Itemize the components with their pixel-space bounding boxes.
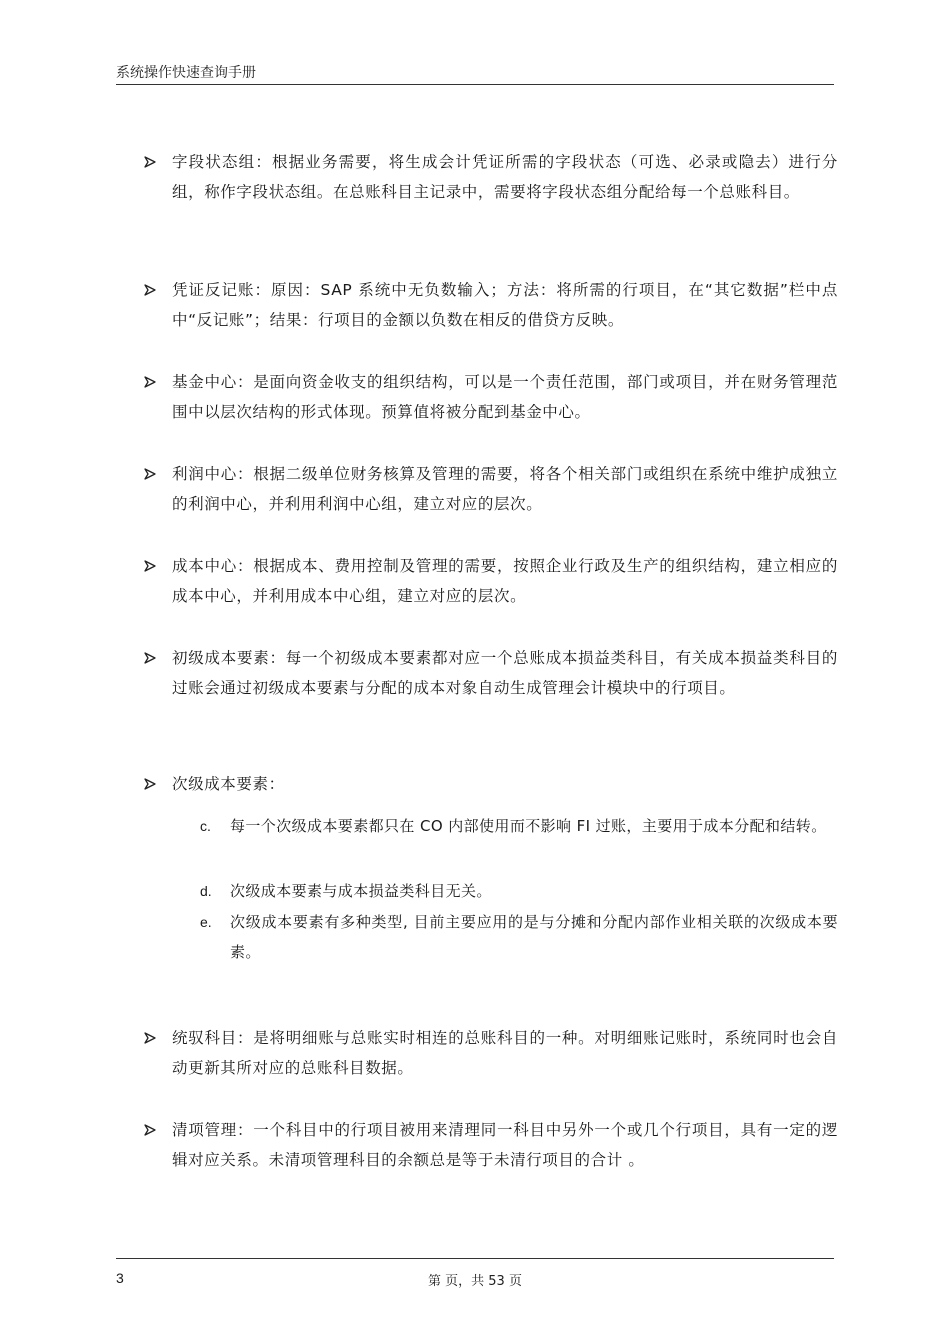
arrow-bullet-icon: [144, 367, 162, 397]
sub-list-marker: d.: [200, 883, 212, 899]
sub-list-text: 次级成本要素有多种类型, 目前主要应用的是与分摊和分配内部作业相关联的次级成本要素。: [230, 913, 838, 961]
arrow-bullet-icon: [144, 643, 162, 673]
arrow-bullet-icon: [144, 551, 162, 581]
sub-list-text: 每一个次级成本要素都只在 CO 内部使用而不影响 FI 过账，主要用于成本分配和结转。: [230, 817, 827, 835]
page-header: [116, 60, 834, 85]
sub-list-marker: e.: [200, 914, 212, 930]
page-info: 第 页，共 53 页: [428, 1274, 522, 1289]
header-title: 系统操作快速查询手册: [116, 65, 256, 81]
list-item-text: 基金中心：是面向资金收支的组织结构，可以是一个责任范围，部门或项目，并在财务管理范围中以层次结构的形式体现。预算值将被分配到基金中心。: [172, 373, 838, 421]
arrow-bullet-icon: [144, 769, 162, 799]
arrow-bullet-icon: [144, 459, 162, 489]
sub-list-marker: c.: [200, 818, 211, 834]
list-item-text: 凭证反记账：原因：SAP 系统中无负数输入；方法：将所需的行项目，在“其它数据”栏中点中“反记账”；结果：行项目的金额以负数在相反的借贷方反映。: [172, 281, 838, 329]
arrow-bullet-icon: [144, 147, 162, 177]
sub-list-text: 次级成本要素与成本损益类科目无关。: [230, 882, 492, 900]
arrow-bullet-icon: [144, 1023, 162, 1053]
page-number: 3: [116, 1270, 124, 1286]
list-item-text: 成本中心：根据成本、费用控制及管理的需要，按照企业行政及生产的组织结构，建立相应的成本中心，并利用成本中心组，建立对应的层次。: [172, 557, 838, 605]
list-item-text: 利润中心：根据二级单位财务核算及管理的需要，将各个相关部门或组织在系统中维护成独立的利润中心，并利用利润中心组，建立对应的层次。: [172, 465, 838, 513]
list-item-text: 次级成本要素：: [172, 775, 285, 793]
list-item-text: 字段状态组：根据业务需要，将生成会计凭证所需的字段状态（可选、必录或隐去）进行分组，称作字段状态组。在总账科目主记录中，需要将字段状态组分配给每一个总账科目。: [172, 153, 838, 201]
arrow-bullet-icon: [144, 1115, 162, 1145]
footer-divider: [116, 1258, 834, 1259]
list-item-text: 统驭科目：是将明细账与总账实时相连的总账科目的一种。对明细账记账时，系统同时也会自动更新其所对应的总账科目数据。: [172, 1029, 838, 1077]
list-item-text: 初级成本要素：每一个初级成本要素都对应一个总账成本损益类科目，有关成本损益类科目的过账会通过初级成本要素与分配的成本对象自动生成管理会计模块中的行项目。: [172, 649, 838, 697]
arrow-bullet-icon: [144, 275, 162, 305]
list-item-text: 清项管理：一个科目中的行项目被用来清理同一科目中另外一个或几个行项目，具有一定的逻辑对应关系。未清项管理科目的余额总是等于未清行项目的合计 。: [172, 1121, 838, 1169]
